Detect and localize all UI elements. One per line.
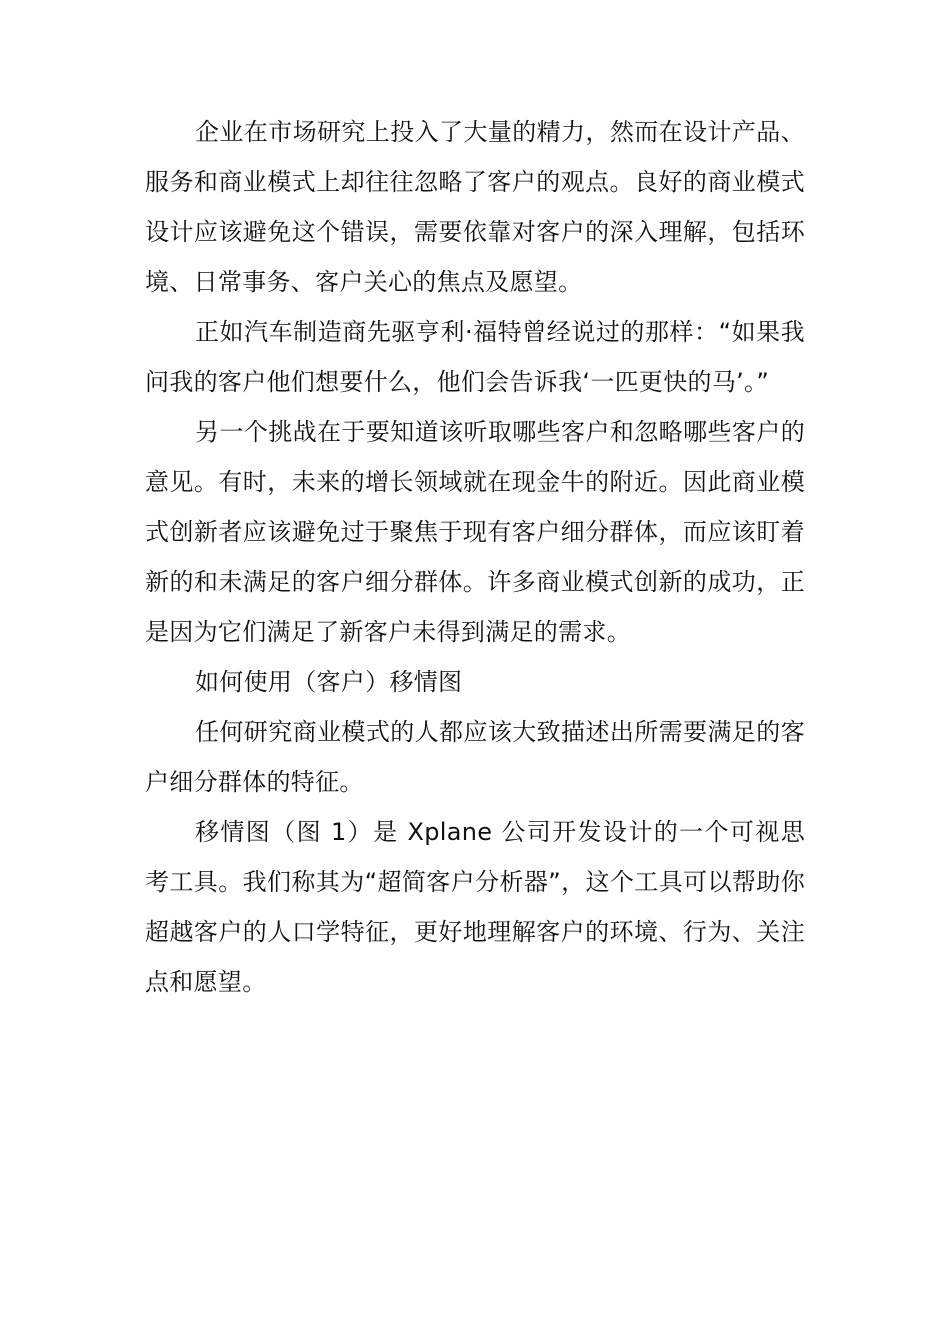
- paragraph-customer-segments-challenge: 另一个挑战在于要知道该听取哪些客户和忽略哪些客户的意见。有时，未来的增长领域就在现金牛的附近。因此商业模式创新者应该避免过于聚焦于现有客户细分群体，而应该盯着新的和未满足的客户细分群体。许多商业模式创新的成功，正是因为它们满足了新客户未得到满足的需求。: [145, 418, 805, 646]
- paragraph-customer-perspective: 企业在市场研究上投入了大量的精力，然而在设计产品、服务和商业模式上却往往忽略了客户的观点。良好的商业模式设计应该避免这个错误，需要依靠对客户的深入理解，包括环境、日常事务、客户关心的焦点及愿望。: [145, 118, 805, 296]
- paragraph-empathy-map-tool: 移情图（图 1）是 Xplane 公司开发设计的一个可视思考工具。我们称其为“超简客户分析器”，这个工具可以帮助你超越客户的人口学特征，更好地理解客户的环境、行为、关注点和愿望。: [145, 818, 805, 996]
- section-heading-empathy-map: 如何使用（客户）移情图: [195, 668, 463, 696]
- document-body: [145, 107, 805, 1007]
- paragraph-henry-ford-quote: 正如汽车制造商先驱亨利·福特曾经说过的那样：“如果我问我的客户他们想要什么，他们会告诉我‘一匹更快的马’。”: [145, 318, 805, 396]
- paragraph-describe-segments: 任何研究商业模式的人都应该大致描述出所需要满足的客户细分群体的特征。: [145, 718, 805, 796]
